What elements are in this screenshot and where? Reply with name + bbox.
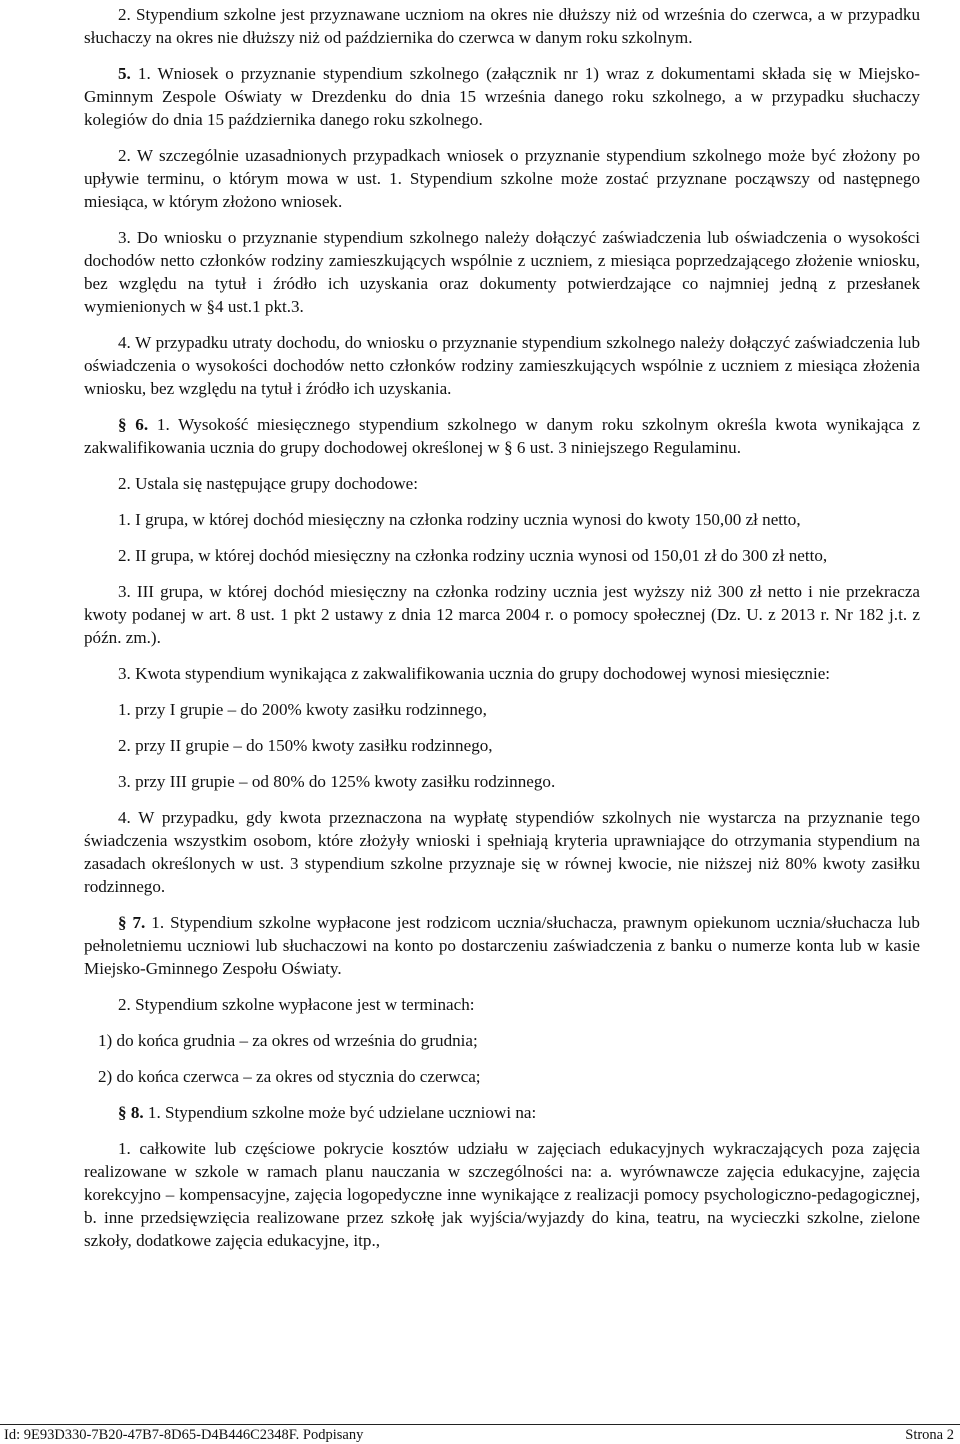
point-number: 3. — [118, 228, 131, 247]
point-number: 2) — [98, 1067, 113, 1086]
paragraph-text: Stypendium szkolne wypłacone jest w terminach: — [130, 995, 475, 1014]
point-number: 2. — [118, 474, 131, 493]
paragraph — [84, 508, 920, 531]
paragraph-text: Ustala się następujące grupy dochodowe: — [130, 474, 419, 493]
point-number: 2. — [118, 546, 131, 565]
section-number: § 6. — [118, 415, 157, 434]
paragraph — [84, 62, 920, 131]
paragraph — [84, 226, 920, 318]
document-page — [84, 0, 920, 1265]
paragraph — [118, 993, 920, 1016]
paragraph — [84, 331, 920, 400]
paragraph-text: Wniosek o przyznanie stypendium szkolnego (załącznik nr 1) wraz z dokumentami składa się w Miejsko-Gminnym Zespole Oświaty w Drezdenku do dnia 15 września danego roku szkolnego, a w przypadku słuchaczy kolegiów do dnia 15 października danego roku szkolnego. — [84, 64, 920, 129]
footer-divider — [0, 1424, 960, 1425]
paragraph-text: Stypendium szkolne może być udzielane uczniowi na: — [160, 1103, 537, 1122]
point-number: 3. — [118, 772, 131, 791]
paragraph-text: W przypadku utraty dochodu, do wniosku o przyznanie stypendium szkolnego należy dołączyć zaświadczenia lub oświadczenia o wysokości dochodów netto członków rodziny zamieszkujących wspólnie z uczniem z miesiąca złożenia wniosku, bez względu na tytuł i źródło ich uzyskania. — [84, 333, 920, 398]
point-number: 1. — [156, 415, 170, 434]
paragraph — [84, 580, 920, 649]
point-number: 1. — [118, 700, 131, 719]
footer-document-id: Id: 9E93D330-7B20-47B7-8D65-D4B446C2348F. Podpisany — [4, 1427, 364, 1443]
point-number: 1) — [98, 1031, 113, 1050]
point-number: 3. — [118, 664, 131, 683]
paragraph-text: przy II grupie – do 150% kwoty zasiłku rodzinnego, — [130, 736, 493, 755]
point-number: 2. — [118, 5, 131, 24]
paragraph-text: Kwota stypendium wynikająca z zakwalifikowania ucznia do grupy dochodowej wynosi miesięcznie: — [130, 664, 831, 683]
paragraph — [118, 698, 920, 721]
paragraph — [84, 806, 920, 898]
footer-page-number: Strona 2 — [905, 1427, 954, 1443]
paragraph-text: II grupa, w której dochód miesięczny na członka rodziny ucznia wynosi od 150,01 zł do 300 zł netto, — [130, 546, 828, 565]
paragraph — [98, 1029, 920, 1052]
paragraph-text: do końca czerwca – za okres od stycznia do czerwca; — [112, 1067, 481, 1086]
section-number: § 8. — [118, 1103, 148, 1122]
paragraph — [84, 911, 920, 980]
paragraph-text: całkowite lub częściowe pokrycie kosztów udziału w zajęciach edukacyjnych wykraczających poza zajęcia realizowane w szkole w ramach planu nauczania w szczególności na: a. wyrównawcze zajęcia edukacyjne, zajęcia korekcyjno – kompensacyjne, zajęcia logopedyczne inne wynikające z realizacji pomocy psychologiczno-pedagogicznej, b. inne przedsięwzięcia realizowane przez szkołę jak wyjścia/wyjazdy do kina, teatru, na wycieczki szkolne, zielone szkoły, dodatkowe zajęcia edukacyjne, itp., — [84, 1139, 920, 1250]
paragraph-text: do końca grudnia – za okres od września do grudnia; — [112, 1031, 478, 1050]
paragraph — [84, 3, 920, 49]
paragraph-text: Stypendium szkolne wypłacone jest rodzicom ucznia/słuchacza, prawnym opiekunom ucznia/słuchacza lub pełnoletniemu uczniowi lub słuchaczowi na konto po dostarczeniu zaświadczenia z banku o numerze konta lub w kasie Miejsko-Gminnego Zespołu Oświaty. — [84, 913, 920, 978]
point-number: 2. — [118, 736, 131, 755]
point-number: 4. — [118, 808, 131, 827]
paragraph-text: przy III grupie – od 80% do 125% kwoty zasiłku rodzinnego. — [130, 772, 556, 791]
paragraph-text: przy I grupie – do 200% kwoty zasiłku rodzinnego, — [130, 700, 487, 719]
paragraph-text: I grupa, w której dochód miesięczny na członka rodziny ucznia wynosi do kwoty 150,00 zł netto, — [130, 510, 801, 529]
paragraph — [118, 770, 920, 793]
paragraph-text: W szczególnie uzasadnionych przypadkach wniosek o przyznanie stypendium szkolnego może być złożony po upływie terminu, o którym mowa w ust. 1. Stypendium szkolne może zostać przyznane począwszy od następnego miesiąca, w którym złożono wniosek. — [84, 146, 920, 211]
paragraph — [84, 144, 920, 213]
paragraph — [98, 1065, 920, 1088]
paragraph — [84, 413, 920, 459]
paragraph — [118, 472, 920, 495]
paragraph — [118, 1101, 920, 1124]
point-number: 2. — [118, 146, 131, 165]
point-number: 2. — [118, 995, 131, 1014]
paragraph — [84, 662, 920, 685]
paragraph-text: III grupa, w której dochód miesięczny na członka rodziny ucznia jest wyższy niż 300 zł netto i nie przekracza kwoty podanej w art. 8 ust. 1 pkt 2 ustawy z dnia 12 marca 2004 r. o pomocy społecznej (Dz. U. z 2013 r. Nr 182 j.t. z późn. zm.). — [84, 582, 920, 647]
paragraph-text: Wysokość miesięcznego stypendium szkolnego w danym roku szkolnym określa kwota wynikająca z zakwalifikowania ucznia do grupy dochodowej określonej w § 6 ust. 3 niniejszego Regulaminu. — [84, 415, 920, 457]
point-number: 3. — [118, 582, 131, 601]
point-number: 1. — [151, 913, 165, 932]
paragraph — [84, 1137, 920, 1252]
point-number: 4. — [118, 333, 131, 352]
paragraph-text: Stypendium szkolne jest przyznawane uczniom na okres nie dłuższy niż od września do czerwca, a w przypadku słuchaczy na okres nie dłuższy niż od października do czerwca w danym roku szkolnym. — [84, 5, 920, 47]
paragraph — [84, 544, 920, 567]
point-number: 1. — [137, 64, 151, 83]
paragraph — [118, 734, 920, 757]
paragraph-text: Do wniosku o przyznanie stypendium szkolnego należy dołączyć zaświadczenia lub oświadczenia o wysokości dochodów netto członków rodziny zamieszkujących wspólnie z uczniem, z miesiąca poprzedzającego złożenie wniosku, bez względu na tytuł i źródło ich uzyskania oraz dokumenty potwierdzające co najmniej jedną z przesłanek wymienionych w §4 ust.1 pkt.3. — [84, 228, 920, 316]
point-number: 1. — [147, 1103, 161, 1122]
section-number: 5. — [118, 64, 138, 83]
section-number: § 7. — [118, 913, 152, 932]
paragraph-text: W przypadku, gdy kwota przeznaczona na wypłatę stypendiów szkolnych nie wystarcza na przyznanie tego świadczenia wszystkim osobom, które złożyły wnioski i spełniają kryteria uprawniające do otrzymania stypendium na zasadach określonych w ust. 3 stypendium szkolne przyznaje się w równej kwocie, nie niższej niż 80% kwoty zasiłku rodzinnego. — [84, 808, 920, 896]
point-number: 1. — [118, 1139, 131, 1158]
point-number: 1. — [118, 510, 131, 529]
